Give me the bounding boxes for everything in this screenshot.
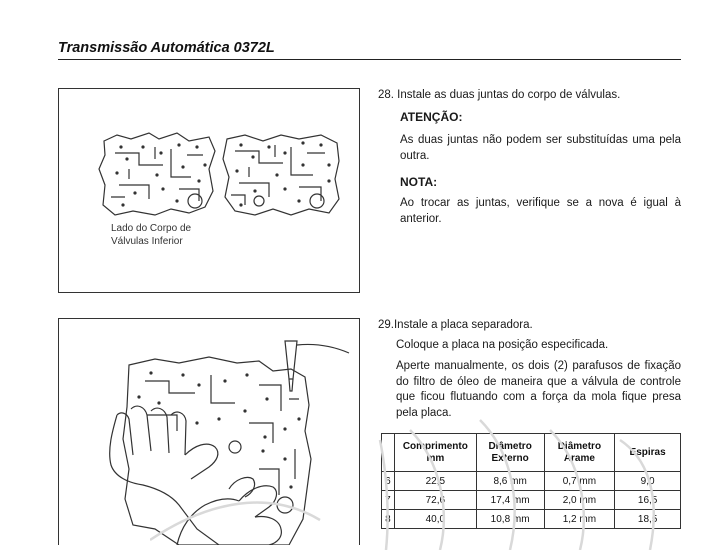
figure-caption <box>111 222 191 248</box>
table-cell: 6 <box>382 472 395 491</box>
step-29-line-b3: que ficou flutuando com a força da mola fique presa <box>396 391 681 403</box>
page-header-title: Transmissão Automática 0372L <box>58 40 275 56</box>
table-row <box>382 472 681 491</box>
table-header-cell: Espiras <box>615 434 681 472</box>
table-cell: 9,0 <box>615 472 681 491</box>
table-header-cell <box>382 434 395 472</box>
header-rule <box>58 59 681 60</box>
note-label: NOTA: <box>400 175 438 189</box>
note-line-2: anterior. <box>400 212 442 225</box>
attention-label: ATENÇÃO: <box>400 110 463 124</box>
table-cell: 16,5 <box>615 491 681 510</box>
table-header-cell: Comprimento mm <box>394 434 476 472</box>
table-cell: 72,6 <box>394 491 476 510</box>
caption-line-1: Lado do Corpo de <box>111 223 192 234</box>
step-29-paragraph <box>396 359 681 421</box>
step-29-line-a: Coloque a placa na posição especificada. <box>396 339 609 351</box>
note-line-1: Ao trocar as juntas, verifique se a nova é igual à <box>400 197 681 209</box>
table-cell: 0,7 mm <box>544 472 615 491</box>
attention-text <box>400 133 681 164</box>
figure-separator-plate <box>58 318 360 545</box>
table-row <box>382 510 681 529</box>
table-cell: 18,5 <box>615 510 681 529</box>
table-cell: 10,8 mm <box>476 510 544 529</box>
attention-line-1: As duas juntas não podem ser substituídas uma pela <box>400 134 681 146</box>
table-cell: 7 <box>382 491 395 510</box>
table-cell: 1,2 mm <box>544 510 615 529</box>
table-row <box>382 491 681 510</box>
step-28-text: 28. Instale as duas juntas do corpo de válvulas. <box>378 89 621 101</box>
table-header-cell: Diâmetro Arame <box>544 434 615 472</box>
step-29-line-b1: Aperte manualmente, os dois (2) parafusos de fixação <box>396 360 681 372</box>
step-29-line-b2: do filtro de óleo de maneira que a válvula de controle <box>396 375 681 388</box>
table-cell: 2,0 mm <box>544 491 615 510</box>
figure-gaskets <box>58 88 360 293</box>
table-cell: 17,4 mm <box>476 491 544 510</box>
gasket-illustration <box>59 89 359 292</box>
step-29-line-b4: pela placa. <box>396 406 452 419</box>
separator-plate-illustration <box>59 319 359 545</box>
table-header-cell: Diâmetro Externo <box>476 434 544 472</box>
table-cell: 40,0 <box>394 510 476 529</box>
attention-line-2: outra. <box>400 149 430 162</box>
note-text <box>400 196 681 227</box>
step-29-text: 29.Instale a placa separadora. <box>378 319 533 331</box>
table-cell: 22,5 <box>394 472 476 491</box>
table-header-row <box>382 434 681 472</box>
spring-spec-table <box>381 433 681 529</box>
table-cell: 8,6 mm <box>476 472 544 491</box>
caption-line-2: Válvulas Inferior <box>111 236 183 247</box>
table-cell: 8 <box>382 510 395 529</box>
